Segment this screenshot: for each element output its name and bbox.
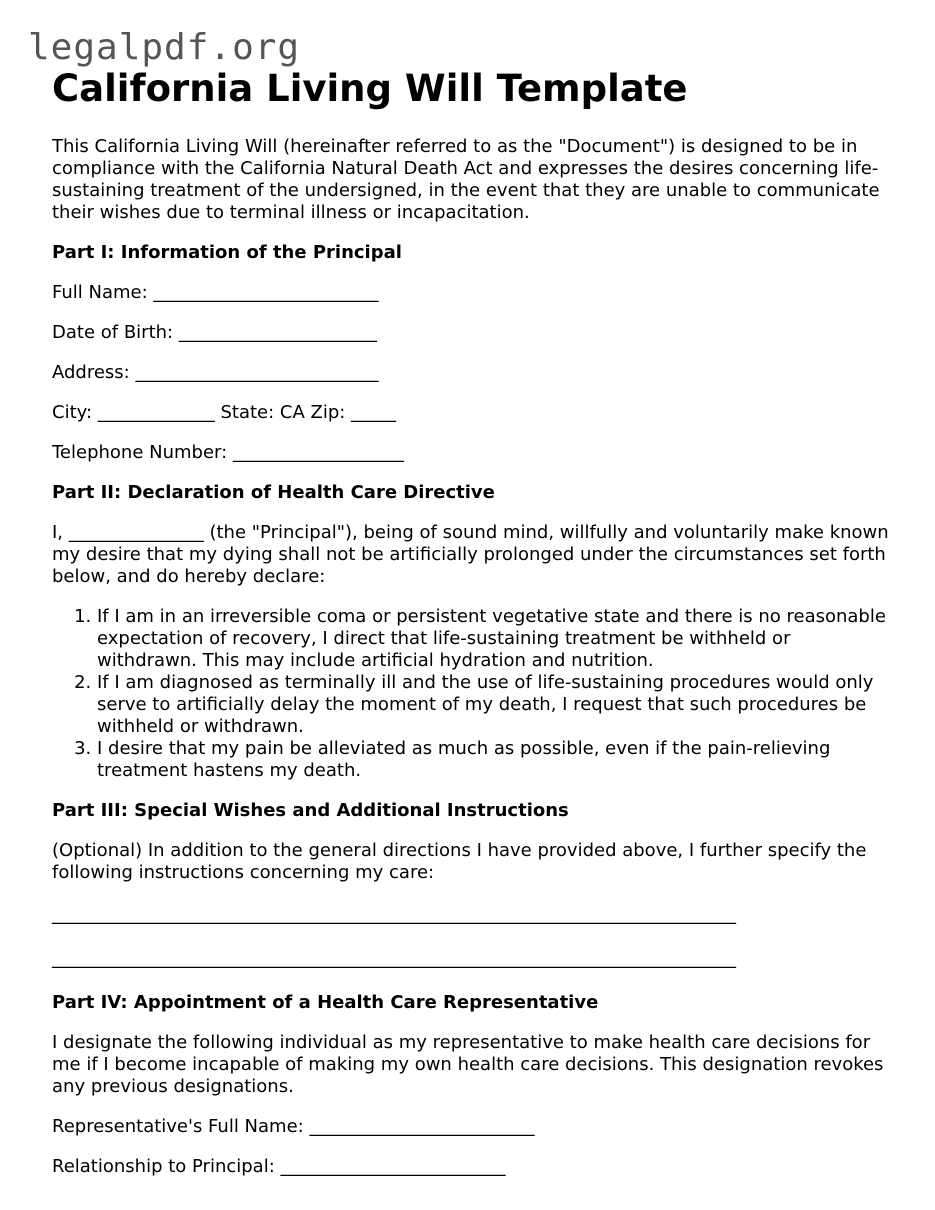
watermark: legalpdf.org bbox=[28, 27, 301, 68]
directive-item: 1. If I am in an irreversible coma or persistent vegetative state and there is no reasonable expectation of recovery, I direct that life-sustaining treatment be withheld or withdrawn. This may include artificial hydration and nutrition. bbox=[97, 606, 892, 672]
document-title: California Living Will Template bbox=[52, 67, 688, 110]
representative-name-field: Representative's Full Name: _________________________ bbox=[52, 1116, 535, 1137]
instructions-line-1: ____________________________________________________________________________ bbox=[52, 904, 736, 925]
address-field: Address: ___________________________ bbox=[52, 362, 379, 383]
part4-heading: Part IV: Appointment of a Health Care Representative bbox=[52, 992, 599, 1013]
instructions-line-2: ____________________________________________________________________________ bbox=[52, 948, 736, 969]
part2-heading: Part II: Declaration of Health Care Directive bbox=[52, 482, 495, 503]
declaration-paragraph: I, _______________ (the "Principal"), being of sound mind, willfully and voluntarily make known my desire that my dying shall not be artificially prolonged under the circumstances set forth below, and do hereby declare: bbox=[52, 522, 889, 587]
relationship-field: Relationship to Principal: _________________________ bbox=[52, 1156, 506, 1177]
directive-item: 2. If I am diagnosed as terminally ill and the use of life-sustaining procedures would only serve to artificially delay the moment of my death, I request that such procedures be withheld or withdrawn. bbox=[97, 672, 892, 738]
intro-paragraph: This California Living Will (hereinafter referred to as the "Document") is designed to be in compliance with the California Natural Death Act and expresses the desires concerning life-sustaining treatment of the undersigned, in the event that they are unable to communicate their wishes due to terminal illness or incapacitation. bbox=[52, 136, 880, 223]
dob-field: Date of Birth: ______________________ bbox=[52, 322, 377, 343]
part1-heading: Part I: Information of the Principal bbox=[52, 242, 402, 263]
directive-item: 3. I desire that my pain be alleviated as much as possible, even if the pain-relieving treatment hastens my death. bbox=[97, 738, 892, 782]
representative-paragraph: I designate the following individual as my representative to make health care decisions for me if I become incapable of making my own health care decisions. This designation revokes any previous designations. bbox=[52, 1032, 884, 1097]
directive-list bbox=[52, 606, 892, 782]
city-state-zip-field: City: _____________ State: CA Zip: _____ bbox=[52, 402, 397, 423]
phone-field: Telephone Number: ___________________ bbox=[52, 442, 404, 463]
full-name-field: Full Name: _________________________ bbox=[52, 282, 379, 303]
part3-heading: Part III: Special Wishes and Additional Instructions bbox=[52, 800, 569, 821]
special-wishes-paragraph: (Optional) In addition to the general directions I have provided above, I further specify the following instructions concerning my care: bbox=[52, 840, 867, 883]
document-page bbox=[52, 66, 892, 1178]
